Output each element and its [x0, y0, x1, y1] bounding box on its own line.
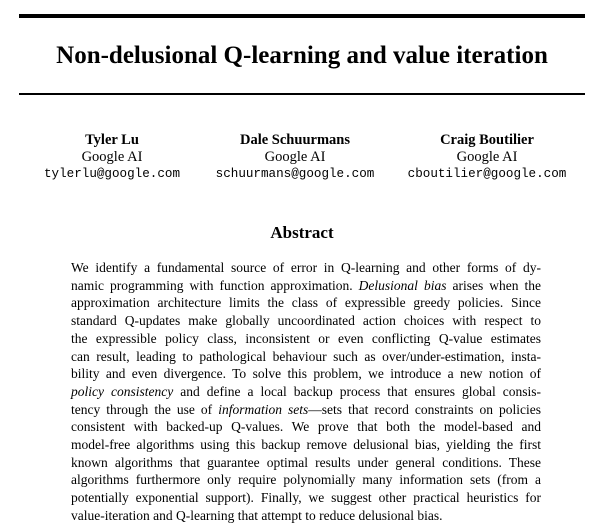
- abstract-line: potentially exponential support). Finally, we suggest other practical heuristics for: [71, 490, 541, 506]
- author-name: Tyler Lu: [85, 132, 139, 148]
- abstract-line: We identify a fundamental source of error in Q-learning and other forms of dy-: [71, 260, 541, 275]
- paper-title: Non-delusional Q-learning and value iteration: [56, 42, 548, 69]
- author-email[interactable]: tylerlu@google.com: [43, 167, 181, 181]
- abstract-line: namic programming with function approximation. Delusional bias arises when the: [71, 277, 541, 293]
- abstract-line: value-iteration and Q-learning that attempt to reduce delusional bias.: [71, 507, 443, 523]
- abstract-line: can result, leading to pathological behaviour such as over/under-estimation, insta-: [71, 348, 541, 364]
- title-bottom-rule: [19, 93, 585, 95]
- author-block: [44, 132, 180, 183]
- author-affiliation: Google AI: [456, 149, 518, 165]
- title-top-rule: [19, 14, 585, 18]
- author-block: [408, 132, 567, 183]
- abstract-line: tency through the use of information sets—sets that record constraints on policies: [71, 401, 541, 417]
- abstract-line: algorithms furthermore only require polynomially many information sets (from a: [71, 472, 541, 488]
- author-email[interactable]: schuurmans@google.com: [215, 167, 375, 181]
- emphasis-term: information sets: [218, 401, 309, 417]
- abstract-line: policy consistency and define a local backup process that ensures global consis-: [71, 383, 542, 399]
- abstract-line: bility and even divergence. To solve this problem, we introduce a new notion of: [71, 366, 541, 382]
- abstract-line: standard Q-updates make globally uncoordinated action choices with respect to: [71, 313, 541, 329]
- author-affiliation: Google AI: [264, 149, 326, 165]
- author-name: Dale Schuurmans: [240, 132, 350, 148]
- emphasis-term: policy consistency: [71, 383, 174, 399]
- emphasis-term: Delusional bias: [358, 277, 447, 293]
- abstract-body: [71, 259, 541, 525]
- abstract-line: the expressible policy class, inconsistent or even conflicting Q-value estimates: [71, 330, 541, 346]
- abstract-heading: Abstract: [270, 223, 334, 242]
- abstract-line: model-free algorithms using this backup remove delusional bias, yielding the first: [71, 437, 541, 453]
- author-affiliation: Google AI: [81, 149, 143, 165]
- author-name: Craig Boutilier: [440, 132, 534, 148]
- abstract-line: consistent with backed-up Q-values. We prove that both the model-based and: [71, 419, 541, 435]
- abstract-line: known algorithms that guarantee optimal results under general conditions. These: [71, 454, 541, 470]
- author-email[interactable]: cboutilier@google.com: [407, 167, 567, 181]
- author-block: [216, 132, 375, 183]
- abstract-line: approximation architecture limits the class of expressible greedy policies. Since: [71, 295, 541, 311]
